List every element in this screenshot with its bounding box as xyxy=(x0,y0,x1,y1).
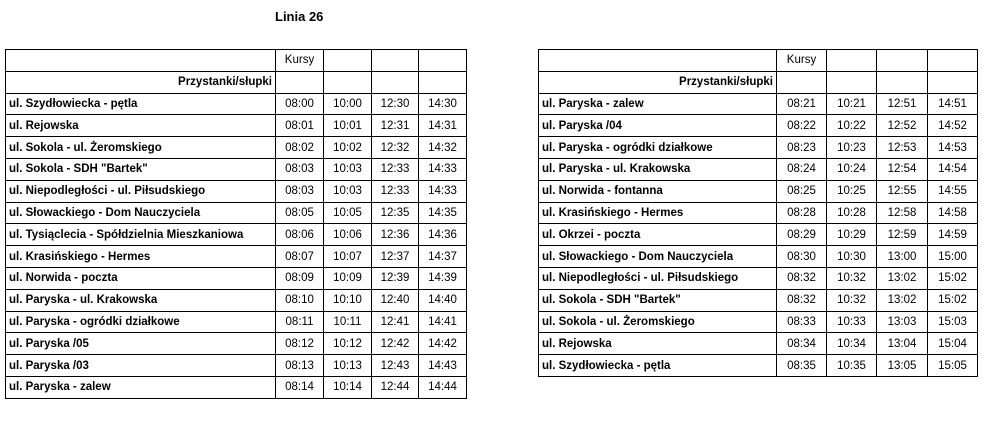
table-row xyxy=(6,180,467,202)
departure-time: 12:55 xyxy=(877,180,928,202)
stop-name: ul. Paryska - ogródki działkowe xyxy=(539,137,777,159)
table-row xyxy=(6,137,467,159)
departure-time: 10:03 xyxy=(324,180,372,202)
stop-name: ul. Szydłowiecka - pętla xyxy=(6,93,276,115)
departure-time: 13:00 xyxy=(877,246,928,268)
departure-time: 10:10 xyxy=(324,289,372,311)
header-row xyxy=(539,50,978,72)
stop-name: ul. Paryska /05 xyxy=(6,333,276,355)
header-blank-cell xyxy=(827,71,877,93)
departure-time: 10:24 xyxy=(827,158,877,180)
table-row xyxy=(539,224,978,246)
departure-time: 10:21 xyxy=(827,93,877,115)
table-row xyxy=(6,93,467,115)
table-row xyxy=(539,311,978,333)
departure-time: 10:29 xyxy=(827,224,877,246)
stop-name: ul. Niepodległości - ul. Piłsudskiego xyxy=(539,267,777,289)
departure-time: 12:44 xyxy=(372,376,419,398)
header-blank-cell xyxy=(827,50,877,72)
header-blank-cell xyxy=(324,71,372,93)
departure-time: 14:32 xyxy=(419,137,467,159)
header-row xyxy=(539,71,978,93)
departure-time: 13:02 xyxy=(877,267,928,289)
kursy-header: Kursy xyxy=(276,50,324,72)
departure-time: 08:30 xyxy=(777,246,827,268)
table-row xyxy=(539,93,978,115)
departure-time: 15:05 xyxy=(928,355,978,377)
table-row xyxy=(539,137,978,159)
table-row xyxy=(6,333,467,355)
departure-time: 14:58 xyxy=(928,202,978,224)
departure-time: 10:33 xyxy=(827,311,877,333)
departure-time: 10:25 xyxy=(827,180,877,202)
departure-time: 08:29 xyxy=(777,224,827,246)
table-row xyxy=(539,267,978,289)
departure-time: 10:00 xyxy=(324,93,372,115)
table-row xyxy=(539,115,978,137)
departure-time: 12:58 xyxy=(877,202,928,224)
departure-time: 10:07 xyxy=(324,246,372,268)
departure-time: 12:40 xyxy=(372,289,419,311)
departure-time: 08:00 xyxy=(276,93,324,115)
departure-time: 15:03 xyxy=(928,311,978,333)
departure-time: 12:36 xyxy=(372,224,419,246)
table-row xyxy=(6,224,467,246)
stop-name: ul. Krasińskiego - Hermes xyxy=(6,246,276,268)
stops-header: Przystanki/słupki xyxy=(6,71,276,93)
table-row xyxy=(539,180,978,202)
stop-name: ul. Sokola - ul. Żeromskiego xyxy=(6,137,276,159)
departure-time: 13:05 xyxy=(877,355,928,377)
departure-time: 08:03 xyxy=(276,180,324,202)
departure-time: 10:13 xyxy=(324,355,372,377)
stop-name: ul. Krasińskiego - Hermes xyxy=(539,202,777,224)
table-row xyxy=(6,246,467,268)
stop-name: ul. Okrzei - poczta xyxy=(539,224,777,246)
stop-name: ul. Paryska - ogródki działkowe xyxy=(6,311,276,333)
departure-time: 14:54 xyxy=(928,158,978,180)
departure-time: 08:28 xyxy=(777,202,827,224)
departure-time: 08:03 xyxy=(276,158,324,180)
header-blank-cell xyxy=(877,71,928,93)
departure-time: 12:33 xyxy=(372,158,419,180)
header-blank-cell xyxy=(419,50,467,72)
kursy-header: Kursy xyxy=(777,50,827,72)
header-blank-cell xyxy=(877,50,928,72)
departure-time: 10:12 xyxy=(324,333,372,355)
departure-time: 08:33 xyxy=(777,311,827,333)
departure-time: 12:41 xyxy=(372,311,419,333)
departure-time: 08:10 xyxy=(276,289,324,311)
table-row xyxy=(539,333,978,355)
stop-name: ul. Sokola - SDH "Bartek" xyxy=(6,158,276,180)
departure-time: 14:37 xyxy=(419,246,467,268)
departure-time: 14:51 xyxy=(928,93,978,115)
departure-time: 14:44 xyxy=(419,376,467,398)
stop-name: ul. Norwida - poczta xyxy=(6,267,276,289)
departure-time: 14:35 xyxy=(419,202,467,224)
timetable-right xyxy=(538,49,978,377)
departure-time: 12:53 xyxy=(877,137,928,159)
table-row xyxy=(6,289,467,311)
stop-name: ul. Sokola - SDH "Bartek" xyxy=(539,289,777,311)
departure-time: 12:42 xyxy=(372,333,419,355)
departure-time: 10:03 xyxy=(324,158,372,180)
table-row xyxy=(6,202,467,224)
table-row xyxy=(6,376,467,398)
header-blank-cell xyxy=(324,50,372,72)
departure-time: 08:32 xyxy=(777,289,827,311)
departure-time: 08:24 xyxy=(777,158,827,180)
stop-name: ul. Sokola - ul. Żeromskiego xyxy=(539,311,777,333)
departure-time: 15:02 xyxy=(928,267,978,289)
header-blank-cell xyxy=(419,71,467,93)
departure-time: 12:31 xyxy=(372,115,419,137)
table-row xyxy=(539,158,978,180)
departure-time: 12:32 xyxy=(372,137,419,159)
departure-time: 10:32 xyxy=(827,289,877,311)
stop-name: ul. Paryska - zalew xyxy=(6,376,276,398)
departure-time: 10:09 xyxy=(324,267,372,289)
stop-name: ul. Tysiąclecia - Spółdzielnia Mieszkaniowa xyxy=(6,224,276,246)
departure-time: 08:34 xyxy=(777,333,827,355)
stop-name: ul. Paryska - zalew xyxy=(539,93,777,115)
stop-name: ul. Szydłowiecka - pętla xyxy=(539,355,777,377)
departure-time: 14:43 xyxy=(419,355,467,377)
stop-name: ul. Rejowska xyxy=(6,115,276,137)
departure-time: 10:35 xyxy=(827,355,877,377)
departure-time: 08:32 xyxy=(777,267,827,289)
departure-time: 08:13 xyxy=(276,355,324,377)
departure-time: 12:51 xyxy=(877,93,928,115)
departure-time: 10:32 xyxy=(827,267,877,289)
stop-name: ul. Słowackiego - Dom Nauczyciela xyxy=(539,246,777,268)
departure-time: 14:36 xyxy=(419,224,467,246)
departure-time: 08:12 xyxy=(276,333,324,355)
departure-time: 14:40 xyxy=(419,289,467,311)
departure-time: 14:42 xyxy=(419,333,467,355)
departure-time: 12:59 xyxy=(877,224,928,246)
departure-time: 15:02 xyxy=(928,289,978,311)
table-row xyxy=(6,311,467,333)
departure-time: 12:43 xyxy=(372,355,419,377)
stop-name: ul. Norwida - fontanna xyxy=(539,180,777,202)
departure-time: 08:14 xyxy=(276,376,324,398)
header-blank-cell xyxy=(276,71,324,93)
header-blank-cell xyxy=(372,71,419,93)
departure-time: 08:07 xyxy=(276,246,324,268)
departure-time: 14:52 xyxy=(928,115,978,137)
departure-time: 14:33 xyxy=(419,158,467,180)
table-row xyxy=(6,115,467,137)
stop-name: ul. Paryska /04 xyxy=(539,115,777,137)
departure-time: 12:37 xyxy=(372,246,419,268)
stop-name: ul. Rejowska xyxy=(539,333,777,355)
departure-time: 12:35 xyxy=(372,202,419,224)
table-row xyxy=(539,355,978,377)
departure-time: 08:11 xyxy=(276,311,324,333)
departure-time: 10:22 xyxy=(827,115,877,137)
departure-time: 14:55 xyxy=(928,180,978,202)
departure-time: 08:22 xyxy=(777,115,827,137)
page-title: Linia 26 xyxy=(275,9,324,24)
stops-header: Przystanki/słupki xyxy=(539,71,777,93)
header-blank-cell xyxy=(928,50,978,72)
departure-time: 14:30 xyxy=(419,93,467,115)
table-row xyxy=(6,267,467,289)
departure-time: 12:52 xyxy=(877,115,928,137)
header-row xyxy=(6,71,467,93)
header-row xyxy=(6,50,467,72)
table-row xyxy=(539,202,978,224)
departure-time: 10:28 xyxy=(827,202,877,224)
header-blank-cell xyxy=(372,50,419,72)
departure-time: 12:39 xyxy=(372,267,419,289)
departure-time: 10:01 xyxy=(324,115,372,137)
departure-time: 08:25 xyxy=(777,180,827,202)
stop-name: ul. Paryska /03 xyxy=(6,355,276,377)
stop-name: ul. Słowackiego - Dom Nauczyciela xyxy=(6,202,276,224)
header-blank-cell xyxy=(777,71,827,93)
departure-time: 14:41 xyxy=(419,311,467,333)
stop-name: ul. Paryska - ul. Krakowska xyxy=(539,158,777,180)
departure-time: 13:02 xyxy=(877,289,928,311)
departure-time: 15:00 xyxy=(928,246,978,268)
departure-time: 10:23 xyxy=(827,137,877,159)
table-row xyxy=(539,289,978,311)
departure-time: 14:31 xyxy=(419,115,467,137)
departure-time: 10:11 xyxy=(324,311,372,333)
stop-name: ul. Paryska - ul. Krakowska xyxy=(6,289,276,311)
departure-time: 10:34 xyxy=(827,333,877,355)
stop-name: ul. Niepodległości - ul. Piłsudskiego xyxy=(6,180,276,202)
departure-time: 08:05 xyxy=(276,202,324,224)
departure-time: 12:54 xyxy=(877,158,928,180)
departure-time: 10:30 xyxy=(827,246,877,268)
departure-time: 14:33 xyxy=(419,180,467,202)
departure-time: 14:53 xyxy=(928,137,978,159)
departure-time: 10:14 xyxy=(324,376,372,398)
timetable-left xyxy=(5,49,467,399)
departure-time: 14:39 xyxy=(419,267,467,289)
header-blank-cell xyxy=(6,50,276,72)
departure-time: 12:33 xyxy=(372,180,419,202)
departure-time: 08:21 xyxy=(777,93,827,115)
departure-time: 08:06 xyxy=(276,224,324,246)
departure-time: 08:02 xyxy=(276,137,324,159)
departure-time: 15:04 xyxy=(928,333,978,355)
departure-time: 12:30 xyxy=(372,93,419,115)
departure-time: 13:03 xyxy=(877,311,928,333)
header-blank-cell xyxy=(539,50,777,72)
departure-time: 10:02 xyxy=(324,137,372,159)
table-row xyxy=(6,158,467,180)
departure-time: 10:05 xyxy=(324,202,372,224)
table-row xyxy=(6,355,467,377)
departure-time: 08:09 xyxy=(276,267,324,289)
departure-time: 08:23 xyxy=(777,137,827,159)
departure-time: 08:35 xyxy=(777,355,827,377)
departure-time: 10:06 xyxy=(324,224,372,246)
table-row xyxy=(539,246,978,268)
header-blank-cell xyxy=(928,71,978,93)
departure-time: 08:01 xyxy=(276,115,324,137)
departure-time: 14:59 xyxy=(928,224,978,246)
departure-time: 13:04 xyxy=(877,333,928,355)
